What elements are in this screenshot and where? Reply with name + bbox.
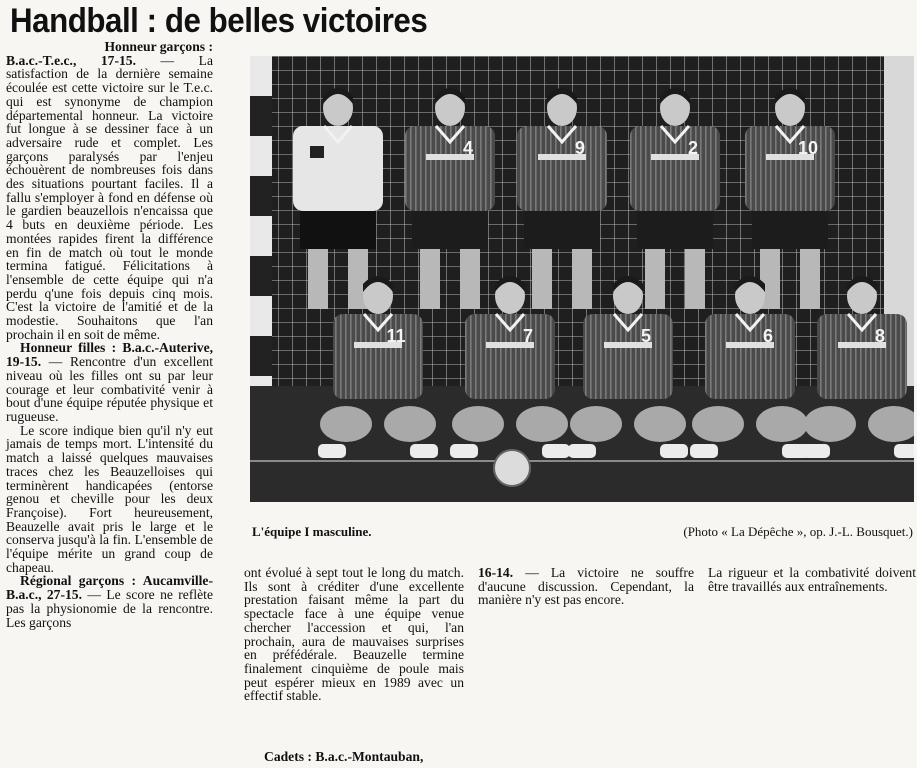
player-shoe [660, 444, 688, 458]
player-jersey [333, 314, 423, 399]
jersey-number: 8 [874, 326, 886, 346]
paragraph-cadets-result [478, 566, 694, 607]
cadets-teams: B.a.c.-Montauban, [315, 749, 424, 764]
player-knee [634, 406, 686, 442]
jersey-number: 6 [762, 326, 774, 346]
player-jersey [817, 314, 907, 399]
player-shorts [524, 211, 600, 249]
paragraph-regional-garcons [6, 574, 213, 629]
player-shoe [318, 444, 346, 458]
player-knee [756, 406, 808, 442]
jersey-number: 7 [522, 326, 534, 346]
player-jersey [517, 126, 607, 211]
player-shoe [410, 444, 438, 458]
player-shoe [802, 444, 830, 458]
handball [494, 450, 530, 486]
player-shoe [542, 444, 570, 458]
text-regional-garcons: — Le score ne reflète pas la physionomie de la rencontre. Les garçons [6, 587, 213, 630]
keeper-badge [310, 146, 324, 158]
jersey-number: 2 [687, 138, 699, 158]
article-column-3 [478, 566, 694, 607]
photo-caption: L'équipe I masculine. [252, 524, 372, 539]
cadets-text: — La victoire ne souffre d'aucune discussion. Cependant, la manière n'y est pas encore. [478, 565, 694, 608]
player-jersey [583, 314, 673, 399]
text-honneur-garcons: — La satisfaction de la dernière semaine écoulée est cette victoire sur le T.e.c. qui est synonyme de champion départemental honneur. La victoire fut longue à se dessiner face à un adversaire rude et complet. Les garçons paralysés par l'enjeu échouèrent de nombreuses fois dans des situations pourtant faciles. Il a fallu s'employer à fond en défense où le gardien beauzellois n'encaissa que 4 buts en deuxième période. Les montées rapides firent la différence en fin de match où tout le monde termina fatigué. Félicitations à l'ensemble de cette équipe qui n'a perdu q'une fois depuis cinq mois. C'est la victoire de l'amitié et de la modestie. Souhaitons que l'an prochain il en soit de même. [6, 52, 213, 342]
player-knee [384, 406, 436, 442]
player-jersey [630, 126, 720, 211]
post-band [250, 176, 272, 216]
player-leg [685, 249, 705, 309]
player-jersey [745, 126, 835, 211]
article-column-1 [6, 40, 213, 629]
photo-credit: (Photo « La Dépêche », op. J.-L. Bousquet.) [683, 524, 913, 539]
player-leg [420, 249, 440, 309]
player-jersey [705, 314, 795, 399]
jersey-number: 10 [797, 138, 819, 158]
player-leg [572, 249, 592, 309]
player-shoe [894, 444, 914, 458]
cadets-score: 16-14. [478, 565, 514, 580]
jersey-number: 9 [574, 138, 586, 158]
cadets-heading [264, 749, 423, 765]
player-shorts [637, 211, 713, 249]
player-knee [516, 406, 568, 442]
cadets-label: Cadets : [264, 749, 312, 764]
paragraph-continuation: ont évolué à sept tout le long du match. Ils sont à créditer d'une excellente prestation faisant même la part du spectacle face à une équipe venue chercher l'accession et qui, l'an prochain, aura de mauvaises surprises en préfédérale. Beauzelle termine finalement cinquième de poule mais peut espérer mieux en 1989 avec un effectif stable. [244, 565, 464, 704]
headline: Handball : de belles victoires [10, 2, 428, 40]
text-honneur-filles: — Rencontre d'un excellent niveau où les filles ont su par leur courage et leur combativité venir à bout d'une équipe réputée physique et rugueuse. [6, 354, 213, 424]
team-photo-illustration [250, 56, 914, 502]
jersey-number: 4 [462, 138, 474, 158]
player-leg [460, 249, 480, 309]
paragraph-honneur-garcons [6, 40, 213, 341]
section-label-regional-garcons: Régional garçons : Aucamville-B.a.c., 27-15. [6, 573, 213, 603]
section-label-honneur-filles: Honneur filles : B.a.c.-Auterive, 19-15. [6, 340, 213, 370]
player-shorts [752, 211, 828, 249]
player-leg [308, 249, 328, 309]
player-shoe [568, 444, 596, 458]
player-jersey [465, 314, 555, 399]
player-jersey [405, 126, 495, 211]
section-label-honneur-garcons: Honneur garçons : [104, 39, 213, 54]
post-band [250, 336, 272, 376]
player-knee [804, 406, 856, 442]
paragraph-honneur-filles [6, 341, 213, 423]
player-knee [320, 406, 372, 442]
player-jersey [293, 126, 383, 211]
post-band [250, 256, 272, 296]
post-band [250, 96, 272, 136]
player-knee [452, 406, 504, 442]
article-column-2 [244, 566, 464, 703]
jersey-number: 11 [386, 326, 406, 346]
player-knee [692, 406, 744, 442]
score-honneur-garcons: B.a.c.-T.e.c., 17-15. [6, 52, 136, 68]
player-leg [532, 249, 552, 309]
paragraph-conclusion: La rigueur et la combativité doivent être travaillés aux entraînements. [708, 565, 916, 594]
player-shoe [690, 444, 718, 458]
paragraph-score-filles: Le score indique bien qu'il n'y eut jamais de temps mort. L'intensité du match a laissé quelques mauvaises traces chez les Beauzelloises qui terminèrent handicapées (entorse genou et cheville pour les deux Françoise). Fort heureusement, Beauzelle avait pris le large et le conserva jusqu'à la fin. L'ensemble de l'équipe mérite un grand coup de chapeau. [6, 422, 213, 575]
team-photo [250, 56, 914, 502]
player-shoe [450, 444, 478, 458]
player-leg [645, 249, 665, 309]
player-shorts [300, 211, 376, 249]
player-knee [570, 406, 622, 442]
player-leg [800, 249, 820, 309]
player-shorts [412, 211, 488, 249]
jersey-number: 5 [640, 326, 652, 346]
article-column-4 [708, 566, 916, 593]
